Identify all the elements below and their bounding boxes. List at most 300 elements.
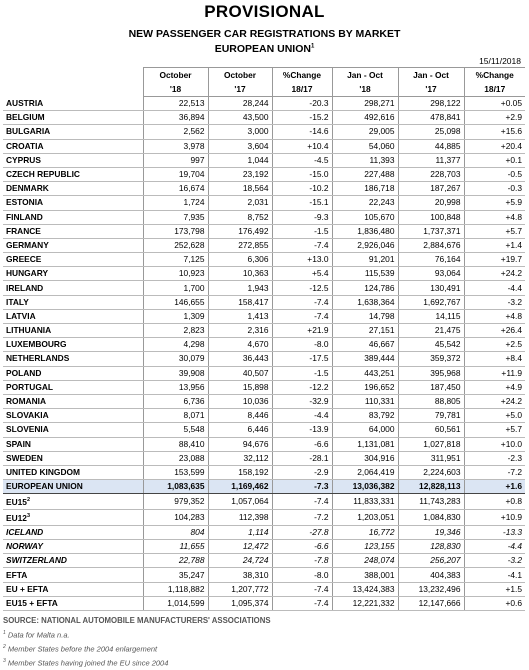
cell-ytd17: 44,885 <box>398 139 464 153</box>
cell-ytd18: 1,836,480 <box>332 224 398 238</box>
cell-oct17: 272,855 <box>208 238 272 252</box>
source-note: SOURCE: NATIONAL AUTOMOBILE MANUFACTURERS' ASSOCIATIONS <box>3 616 271 625</box>
cell-ytd17: 359,372 <box>398 352 464 366</box>
cell-oct17: 8,752 <box>208 210 272 224</box>
cell-oct17: 3,000 <box>208 125 272 139</box>
cell-chg-ytd: -2.3 <box>464 451 525 465</box>
market-name: CROATIA <box>3 139 143 153</box>
header-row-2 <box>3 82 525 97</box>
header-corner <box>3 68 143 83</box>
cell-ytd17: 311,951 <box>398 451 464 465</box>
cell-oct17: 18,564 <box>208 182 272 196</box>
table-row <box>3 451 525 465</box>
cell-chg-month: -2.9 <box>272 465 332 479</box>
table-row <box>3 267 525 281</box>
cell-ytd17: 1,084,830 <box>398 510 464 526</box>
cell-oct17: 158,192 <box>208 465 272 479</box>
cell-oct18: 153,599 <box>143 465 208 479</box>
cell-chg-ytd: -7.2 <box>464 465 525 479</box>
cell-oct17: 1,413 <box>208 309 272 323</box>
cell-oct17: 1,057,064 <box>208 494 272 510</box>
cell-chg-month: -7.2 <box>272 510 332 526</box>
cell-chg-ytd: +11.9 <box>464 366 525 380</box>
col-header-chg-ytd-line1: %Change <box>464 68 525 83</box>
cell-oct18: 16,674 <box>143 182 208 196</box>
market-name: ROMANIA <box>3 394 143 408</box>
col-header-oct17-line2: '17 <box>208 82 272 97</box>
market-name: NETHERLANDS <box>3 352 143 366</box>
col-header-ytd18-line1: Jan - Oct <box>332 68 398 83</box>
registrations-table <box>3 67 525 611</box>
report-subtitle: NEW PASSENGER CAR REGISTRATIONS BY MARKET <box>128 28 401 40</box>
cell-chg-month: -12.5 <box>272 281 332 295</box>
table-row <box>3 253 525 267</box>
cell-oct17: 10,363 <box>208 267 272 281</box>
cell-ytd18: 443,251 <box>332 366 398 380</box>
cell-ytd18: 13,424,383 <box>332 582 398 596</box>
cell-chg-month: -15.2 <box>272 111 332 125</box>
cell-chg-ytd: +1.5 <box>464 582 525 596</box>
cell-chg-month: -14.6 <box>272 125 332 139</box>
cell-chg-ytd: +5.0 <box>464 409 525 423</box>
cell-ytd17: 13,232,496 <box>398 582 464 596</box>
cell-chg-ytd: +5.9 <box>464 196 525 210</box>
market-name: IRELAND <box>3 281 143 295</box>
table-row <box>3 139 525 153</box>
market-name: HUNGARY <box>3 267 143 281</box>
table-row <box>3 437 525 451</box>
cell-oct18: 173,798 <box>143 224 208 238</box>
cell-chg-ytd: +5.7 <box>464 224 525 238</box>
table-row <box>3 295 525 309</box>
cell-ytd18: 389,444 <box>332 352 398 366</box>
cell-ytd17: 130,491 <box>398 281 464 295</box>
cell-chg-month: -32.9 <box>272 394 332 408</box>
cell-oct18: 11,655 <box>143 540 208 554</box>
table-row <box>3 196 525 210</box>
cell-chg-ytd: +15.6 <box>464 125 525 139</box>
cell-oct18: 22,788 <box>143 554 208 568</box>
cell-chg-ytd: +26.4 <box>464 324 525 338</box>
table-row <box>3 167 525 181</box>
cell-oct17: 10,036 <box>208 394 272 408</box>
cell-oct18: 13,956 <box>143 380 208 394</box>
cell-ytd18: 186,718 <box>332 182 398 196</box>
market-name: ITALY <box>3 295 143 309</box>
cell-ytd17: 187,450 <box>398 380 464 394</box>
market-name: SWEDEN <box>3 451 143 465</box>
cell-ytd17: 45,542 <box>398 338 464 352</box>
market-name: SLOVENIA <box>3 423 143 437</box>
market-name: POLAND <box>3 366 143 380</box>
cell-oct18: 1,014,599 <box>143 596 208 610</box>
table-row <box>3 97 525 111</box>
market-name: FINLAND <box>3 210 143 224</box>
cell-chg-month: -8.0 <box>272 568 332 582</box>
cell-chg-month: -8.0 <box>272 338 332 352</box>
cell-oct17: 8,446 <box>208 409 272 423</box>
cell-ytd17: 228,703 <box>398 167 464 181</box>
market-name: CYPRUS <box>3 153 143 167</box>
cell-ytd17: 11,743,283 <box>398 494 464 510</box>
cell-oct18: 7,935 <box>143 210 208 224</box>
table-row <box>3 324 525 338</box>
cell-ytd18: 1,203,051 <box>332 510 398 526</box>
cell-chg-month: -7.4 <box>272 494 332 510</box>
cell-oct17: 176,492 <box>208 224 272 238</box>
header-row-1 <box>3 68 525 83</box>
cell-ytd18: 27,151 <box>332 324 398 338</box>
cell-ytd17: 2,224,603 <box>398 465 464 479</box>
cell-oct18: 979,352 <box>143 494 208 510</box>
cell-ytd18: 1,131,081 <box>332 437 398 451</box>
table-row <box>3 582 525 596</box>
cell-oct18: 2,562 <box>143 125 208 139</box>
footnote-3: $^3$ Member States having joined the EU since 2004 <box>3 658 169 668</box>
market-name: $EU12^3$ <box>3 510 143 526</box>
cell-ytd17: 19,346 <box>398 525 464 539</box>
cell-ytd17: 11,377 <box>398 153 464 167</box>
cell-chg-month: -17.5 <box>272 352 332 366</box>
cell-ytd18: 115,539 <box>332 267 398 281</box>
table-row <box>3 238 525 252</box>
cell-ytd18: 11,393 <box>332 153 398 167</box>
cell-oct17: 158,417 <box>208 295 272 309</box>
market-name: GREECE <box>3 253 143 267</box>
cell-oct17: 2,031 <box>208 196 272 210</box>
cell-chg-month: -15.1 <box>272 196 332 210</box>
market-name: UNITED KINGDOM <box>3 465 143 479</box>
table-row <box>3 338 525 352</box>
table-row <box>3 224 525 238</box>
market-name: SLOVAKIA <box>3 409 143 423</box>
cell-oct18: 22,513 <box>143 97 208 111</box>
cell-ytd18: 83,792 <box>332 409 398 423</box>
cell-ytd17: 478,841 <box>398 111 464 125</box>
cell-oct18: 997 <box>143 153 208 167</box>
cell-ytd17: 12,147,666 <box>398 596 464 610</box>
cell-chg-month: -1.5 <box>272 366 332 380</box>
cell-oct17: 1,114 <box>208 525 272 539</box>
cell-chg-month: -27.8 <box>272 525 332 539</box>
cell-chg-ytd: +1.4 <box>464 238 525 252</box>
cell-oct18: 23,088 <box>143 451 208 465</box>
cell-chg-month: -20.3 <box>272 97 332 111</box>
cell-ytd18: 105,670 <box>332 210 398 224</box>
table-row <box>3 281 525 295</box>
cell-chg-month: -4.4 <box>272 409 332 423</box>
cell-ytd18: 64,000 <box>332 423 398 437</box>
cell-ytd17: 395,968 <box>398 366 464 380</box>
market-name: EU15 + EFTA <box>3 596 143 610</box>
cell-oct18: 35,247 <box>143 568 208 582</box>
col-header-oct18-line1: October <box>143 68 208 83</box>
table-row <box>3 540 525 554</box>
cell-chg-month: -9.3 <box>272 210 332 224</box>
cell-chg-ytd: +1.6 <box>464 480 525 494</box>
col-header-chg-ytd-line2: 18/17 <box>464 82 525 97</box>
cell-chg-ytd: +19.7 <box>464 253 525 267</box>
cell-ytd17: 2,884,676 <box>398 238 464 252</box>
cell-chg-month: +13.0 <box>272 253 332 267</box>
cell-oct17: 1,095,374 <box>208 596 272 610</box>
cell-chg-ytd: +2.9 <box>464 111 525 125</box>
cell-chg-month: -1.5 <box>272 224 332 238</box>
cell-chg-ytd: +5.7 <box>464 423 525 437</box>
cell-chg-ytd: +0.8 <box>464 494 525 510</box>
cell-ytd17: 100,848 <box>398 210 464 224</box>
report-date: 15/11/2018 <box>479 56 521 66</box>
cell-chg-ytd: +10.9 <box>464 510 525 526</box>
cell-ytd17: 93,064 <box>398 267 464 281</box>
cell-oct18: 104,283 <box>143 510 208 526</box>
cell-chg-month: -7.4 <box>272 596 332 610</box>
cell-chg-ytd: -13.3 <box>464 525 525 539</box>
market-name: NORWAY <box>3 540 143 554</box>
cell-chg-month: +5.4 <box>272 267 332 281</box>
cell-oct17: 24,724 <box>208 554 272 568</box>
cell-ytd18: 388,001 <box>332 568 398 582</box>
market-name: $EU15^2$ <box>3 494 143 510</box>
header-corner-2 <box>3 82 143 97</box>
cell-chg-ytd: -3.2 <box>464 295 525 309</box>
table-row <box>3 366 525 380</box>
cell-chg-month: -28.1 <box>272 451 332 465</box>
cell-ytd18: 16,772 <box>332 525 398 539</box>
cell-ytd18: 12,221,332 <box>332 596 398 610</box>
cell-oct18: 1,118,882 <box>143 582 208 596</box>
cell-chg-ytd: -4.1 <box>464 568 525 582</box>
col-header-oct18-line2: '18 <box>143 82 208 97</box>
footnote-1: $^1$ Data for Malta n.a. <box>3 630 70 640</box>
cell-chg-month: -7.3 <box>272 480 332 494</box>
col-header-ytd17-line1: Jan - Oct <box>398 68 464 83</box>
cell-oct17: 23,192 <box>208 167 272 181</box>
cell-oct18: 1,309 <box>143 309 208 323</box>
cell-chg-month: -6.6 <box>272 437 332 451</box>
table-row <box>3 525 525 539</box>
cell-oct17: 1,044 <box>208 153 272 167</box>
market-name: EUROPEAN UNION <box>3 480 143 494</box>
cell-oct17: 32,112 <box>208 451 272 465</box>
cell-oct17: 1,169,462 <box>208 480 272 494</box>
market-name: EFTA <box>3 568 143 582</box>
market-name: BELGIUM <box>3 111 143 125</box>
cell-ytd17: 1,692,767 <box>398 295 464 309</box>
cell-ytd18: 196,652 <box>332 380 398 394</box>
cell-oct17: 36,443 <box>208 352 272 366</box>
table-row <box>3 210 525 224</box>
table-row <box>3 182 525 196</box>
cell-chg-month: -15.0 <box>272 167 332 181</box>
cell-chg-month: -7.4 <box>272 309 332 323</box>
market-name: PORTUGAL <box>3 380 143 394</box>
cell-chg-ytd: +0.6 <box>464 596 525 610</box>
page-title: PROVISIONAL <box>204 2 325 21</box>
table-row <box>3 554 525 568</box>
cell-oct18: 146,655 <box>143 295 208 309</box>
col-header-chg-month-line1: %Change <box>272 68 332 83</box>
cell-oct18: 2,823 <box>143 324 208 338</box>
cell-chg-ytd: +24.2 <box>464 394 525 408</box>
cell-ytd17: 79,781 <box>398 409 464 423</box>
market-name: AUSTRIA <box>3 97 143 111</box>
cell-ytd17: 298,122 <box>398 97 464 111</box>
table-row <box>3 510 525 526</box>
cell-oct18: 1,700 <box>143 281 208 295</box>
cell-ytd18: 2,064,419 <box>332 465 398 479</box>
col-header-chg-month-line2: 18/17 <box>272 82 332 97</box>
region-label: EUROPEAN UNION <box>214 43 311 55</box>
cell-chg-ytd: +20.4 <box>464 139 525 153</box>
market-name: ICELAND <box>3 525 143 539</box>
cell-oct18: 5,548 <box>143 423 208 437</box>
table-row <box>3 352 525 366</box>
cell-chg-ytd: +0.05 <box>464 97 525 111</box>
table-row <box>3 309 525 323</box>
cell-oct17: 38,310 <box>208 568 272 582</box>
market-name: DENMARK <box>3 182 143 196</box>
market-name: FRANCE <box>3 224 143 238</box>
table-row <box>3 125 525 139</box>
cell-oct17: 43,500 <box>208 111 272 125</box>
cell-ytd17: 25,098 <box>398 125 464 139</box>
market-name: BULGARIA <box>3 125 143 139</box>
cell-ytd18: 46,667 <box>332 338 398 352</box>
cell-chg-ytd: -3.2 <box>464 554 525 568</box>
table-row <box>3 568 525 582</box>
cell-ytd18: 124,786 <box>332 281 398 295</box>
cell-oct18: 19,704 <box>143 167 208 181</box>
market-name: CZECH REPUBLIC <box>3 167 143 181</box>
table-row <box>3 409 525 423</box>
table-row <box>3 480 525 494</box>
cell-oct18: 6,736 <box>143 394 208 408</box>
cell-chg-ytd: -4.4 <box>464 281 525 295</box>
cell-ytd17: 128,830 <box>398 540 464 554</box>
market-name: EU + EFTA <box>3 582 143 596</box>
cell-oct17: 28,244 <box>208 97 272 111</box>
cell-ytd17: 20,998 <box>398 196 464 210</box>
cell-ytd17: 12,828,113 <box>398 480 464 494</box>
col-header-ytd17-line2: '17 <box>398 82 464 97</box>
table-row <box>3 423 525 437</box>
cell-oct18: 36,894 <box>143 111 208 125</box>
cell-oct17: 12,472 <box>208 540 272 554</box>
cell-chg-month: -7.4 <box>272 582 332 596</box>
cell-chg-month: -7.4 <box>272 238 332 252</box>
table-row <box>3 465 525 479</box>
cell-chg-ytd: -0.3 <box>464 182 525 196</box>
cell-ytd18: 123,155 <box>332 540 398 554</box>
cell-chg-ytd: +4.9 <box>464 380 525 394</box>
cell-ytd18: 54,060 <box>332 139 398 153</box>
table-row <box>3 380 525 394</box>
cell-oct17: 6,446 <box>208 423 272 437</box>
cell-chg-ytd: -4.4 <box>464 540 525 554</box>
market-name: LATVIA <box>3 309 143 323</box>
cell-chg-ytd: +10.0 <box>464 437 525 451</box>
cell-chg-ytd: +2.5 <box>464 338 525 352</box>
table-row <box>3 153 525 167</box>
cell-oct17: 15,898 <box>208 380 272 394</box>
col-header-ytd18-line2: '18 <box>332 82 398 97</box>
cell-chg-ytd: +4.8 <box>464 210 525 224</box>
cell-oct18: 1,724 <box>143 196 208 210</box>
cell-oct18: 8,071 <box>143 409 208 423</box>
cell-oct17: 3,604 <box>208 139 272 153</box>
market-name: LUXEMBOURG <box>3 338 143 352</box>
cell-ytd18: 22,243 <box>332 196 398 210</box>
cell-ytd18: 29,005 <box>332 125 398 139</box>
cell-chg-ytd: +8.4 <box>464 352 525 366</box>
cell-chg-month: +21.9 <box>272 324 332 338</box>
cell-chg-month: -13.9 <box>272 423 332 437</box>
table-row <box>3 494 525 510</box>
cell-oct18: 88,410 <box>143 437 208 451</box>
cell-oct18: 39,908 <box>143 366 208 380</box>
cell-oct17: 1,207,772 <box>208 582 272 596</box>
table-row <box>3 394 525 408</box>
cell-oct17: 6,306 <box>208 253 272 267</box>
col-header-oct17-line1: October <box>208 68 272 83</box>
cell-chg-month: -6.6 <box>272 540 332 554</box>
region-footnote-marker: 1 <box>310 43 315 50</box>
cell-ytd17: 256,207 <box>398 554 464 568</box>
cell-oct18: 7,125 <box>143 253 208 267</box>
cell-ytd17: 88,805 <box>398 394 464 408</box>
cell-chg-month: -12.2 <box>272 380 332 394</box>
cell-ytd18: 2,926,046 <box>332 238 398 252</box>
cell-oct18: 4,298 <box>143 338 208 352</box>
cell-ytd18: 298,271 <box>332 97 398 111</box>
cell-ytd17: 76,164 <box>398 253 464 267</box>
market-name: ESTONIA <box>3 196 143 210</box>
cell-ytd18: 13,036,382 <box>332 480 398 494</box>
cell-oct18: 3,978 <box>143 139 208 153</box>
cell-ytd18: 227,488 <box>332 167 398 181</box>
cell-oct18: 30,079 <box>143 352 208 366</box>
market-name: GERMANY <box>3 238 143 252</box>
cell-oct17: 40,507 <box>208 366 272 380</box>
market-name: LITHUANIA <box>3 324 143 338</box>
market-name: SWITZERLAND <box>3 554 143 568</box>
region-title <box>0 43 529 55</box>
cell-ytd18: 492,616 <box>332 111 398 125</box>
cell-ytd17: 1,027,818 <box>398 437 464 451</box>
cell-chg-ytd: +24.2 <box>464 267 525 281</box>
market-name: SPAIN <box>3 437 143 451</box>
cell-chg-month: -4.5 <box>272 153 332 167</box>
cell-ytd17: 404,383 <box>398 568 464 582</box>
cell-oct18: 804 <box>143 525 208 539</box>
cell-chg-month: -7.4 <box>272 295 332 309</box>
cell-ytd18: 304,916 <box>332 451 398 465</box>
footnote-2: $^2$ Member States before the 2004 enlargement <box>3 644 158 654</box>
cell-ytd18: 11,833,331 <box>332 494 398 510</box>
cell-chg-ytd: +0.1 <box>464 153 525 167</box>
cell-chg-month: +10.4 <box>272 139 332 153</box>
cell-ytd17: 187,267 <box>398 182 464 196</box>
table-body <box>3 97 525 611</box>
cell-ytd17: 60,561 <box>398 423 464 437</box>
cell-chg-month: -10.2 <box>272 182 332 196</box>
cell-oct17: 2,316 <box>208 324 272 338</box>
cell-oct17: 1,943 <box>208 281 272 295</box>
cell-ytd17: 1,737,371 <box>398 224 464 238</box>
cell-oct18: 1,083,635 <box>143 480 208 494</box>
cell-chg-month: -7.8 <box>272 554 332 568</box>
